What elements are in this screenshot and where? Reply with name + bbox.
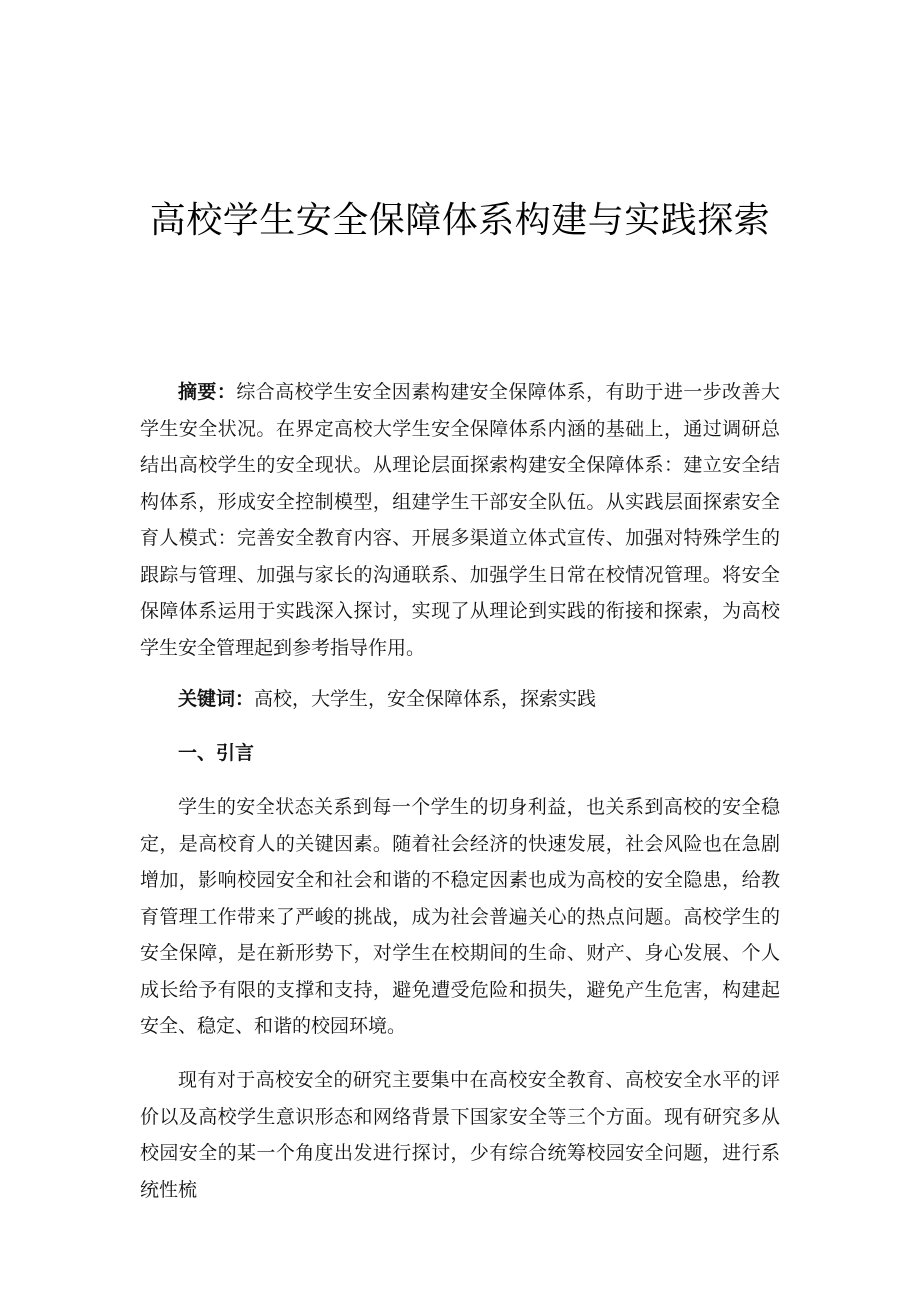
- abstract-paragraph: [140, 374, 780, 666]
- body-paragraph: 学生的安全状态关系到每一个学生的切身利益，也关系到高校的安全稳定，是高校育人的关键因素。随着社会经济的快速发展，社会风险也在急剧增加，影响校园安全和社会和谐的不稳定因素也成为高校的安全隐患，给教育管理工作带来了严峻的挑战，成为社会普遍关心的热点问题。高校学生的安全保障，是在新形势下，对学生在校期间的生命、财产、身心发展、个人成长给予有限的支撑和支持，避免遭受危险和损失，避免产生危害，构建起安全、稳定、和谐的校园环境。: [140, 796, 780, 1037]
- section-heading-introduction: 一、引言: [178, 742, 255, 764]
- keywords-text: 高校，大学生，安全保障体系，探索实践: [254, 688, 597, 710]
- abstract-label: 摘要：: [178, 381, 237, 403]
- abstract-text: 综合高校学生安全因素构建安全保障体系，有助于进一步改善大学生安全状况。在界定高校大学生安全保障体系内涵的基础上，通过调研总结出高校学生的安全现状。从理论层面探索构建安全保障体系：建立安全结构体系，形成安全控制模型，组建学生干部安全队伍。从实践层面探索安全育人模式：完善安全教育内容、开展多渠道立体式宣传、加强对特殊学生的跟踪与管理、加强与家长的沟通联系、加强学生日常在校情况管理。将安全保障体系运用于实践深入探讨，实现了从理论到实践的衔接和探索，为高校学生安全管理起到参考指导作用。: [140, 381, 780, 659]
- keywords-label: 关键词：: [178, 688, 255, 710]
- body-paragraph: 现有对于高校安全的研究主要集中在高校安全教育、高校安全水平的评价以及高校学生意识形态和网络背景下国家安全等三个方面。现有研究多从校园安全的某一个角度出发进行探讨，少有综合统筹校园安全问题，进行系统性梳: [140, 1069, 780, 1201]
- keywords-paragraph: [140, 681, 780, 718]
- document-title: 高校学生安全保障体系构建与实践探索: [149, 200, 771, 241]
